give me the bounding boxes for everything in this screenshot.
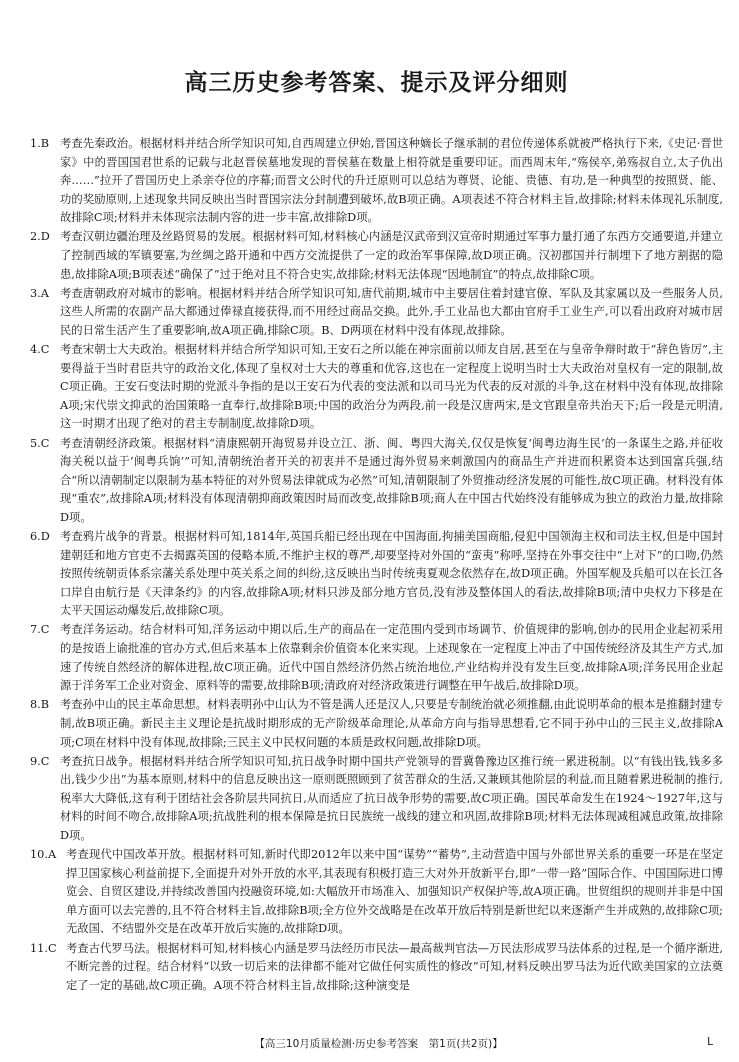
answer-text: 考查现代中国改革开放。根据材料可知,新时代即2012年以来中国“谋势”“蓄势”,主动营造中国与外部世界关系的重要一环是在坚定捍卫国家核心利益前提下,全面提升对外开放的水平,其表现有积极打造三大对外开放新平台,即“一带一路”国际合作、中国国际进口博览会、自贸区建设,并持续改善国内投融资环境,如:大幅放开市场准入、加强知识产权保护等,故A项正确。世贸组织的规则并非是中国单方面可以去完善的,且不符合材料主旨,故排除B项;全方位外交战略是在改革开放后特别是新世纪以来逐渐产生并成熟的,故排除C项;无敌国、不结盟外交是在改革开放后实施的,故排除D项。: [66, 848, 723, 936]
answer-text: 考查抗日战争。根据材料并结合所学知识可知,抗日战争时期中国共产党领导的晋冀鲁豫边区推行统一累进税制。以“有钱出钱,钱多多出,钱少少出”为基本原则,材料中的信息反映出这一原则既照顾到了贫苦群众的生活,又兼顾其他阶层的利益,而且随着累进税制的推行,税率大大降低,这有利于团结社会各阶层共同抗日,从而适应了抗日战争形势的需要,故C项正确。国民革命发生在1924～1927年,这与材料的时间不吻合,故排除A项;抗战胜利的根本保障是抗日民族统一战线的建立和巩固,故排除B项;材料无法体现减租减息政策,故排除D项。: [60, 754, 723, 842]
answer-item: [30, 285, 723, 341]
answer-label: 6.D: [30, 529, 50, 543]
answer-text: 考查唐朝政府对城市的影响。根据材料并结合所学知识可知,唐代前期,城市中主要居住着封建官僚、军队及其家属以及一些服务人员,这些人所需的农副产品大都通过俸禄直接获得,而不用经过商品交换。此外,手工业品也大都由官府手工业生产,可以看出政府对城市居民的日常生活产生了重要影响,故A项正确,排除C项。B、D两项在材料中没有体现,故排除。: [60, 286, 723, 337]
answer-text: 考查宋朝士大夫政治。根据材料并结合所学知识可知,王安石之所以能在神宗面前以师友自居,甚至在与皇帝争辩时敢于“辞色皆厉”,主要得益于当时君臣共守的政治文化,体现了皇权对士大夫的尊重和优容,这也在一定程度上说明当时士大夫政治对皇权有一定的限制,故C项正确。王安石变法时期的党派斗争指的是以王安石为代表的变法派和以司马光为代表的反对派的斗争,这在材料中没有体现,故排除A项;宋代崇文抑武的治国策略一直奉行,故排除B项;中国的政治分为两段,前一段是汉唐两宋,是文官跟皇帝共治天下;后一段是元明清,这一时期才出现了绝对的君主专制制度,故排除D项。: [60, 343, 723, 431]
answer-item: [30, 228, 723, 284]
answer-label: 11.C: [30, 941, 57, 955]
answer-label: 1.B: [30, 137, 50, 150]
answer-item: [30, 753, 723, 846]
answer-label: 7.C: [30, 623, 50, 637]
answer-label: 2.D: [30, 230, 50, 244]
answer-text: 考查古代罗马法。根据材料可知,材料核心内涵是罗马法经历市民法—最高裁判官法—万民法形成罗马法体系的过程,是一个循序渐进,不断完善的过程。结合材料“以致一切后来的法律都不能对它做任何实质性的修改”可知,材料反映出罗马法为近代欧美国家的立法奠定了一定的基础,故C项正确。A项不符合材料主旨,故排除;这种演变是: [66, 941, 723, 992]
answer-text: 考查汉朝边疆治理及丝路贸易的发展。根据材料可知,材料核心内涵是汉武帝到汉宣帝时期通过军事力量打通了东西方交通要道,并建立了控制西域的军镇要塞,为丝绸之路开通和中西方交流提供了一定的政治军事保障,故D项正确。汉初郡国并行制埋下了地方割据的隐患,故排除A项;B项表述“确保了”过于绝对且不符合史实,故排除;材料无法体现“因地制宜”的特点,故排除C项。: [60, 230, 723, 281]
answer-text: 考查先秦政治。根据材料并结合所学知识可知,自西周建立伊始,晋国这种嫡长子继承制的君位传递体系就被严格执行下来,《史记·晋世家》中的晋国国君世系的记载与北赵晋侯墓地发现的晋侯墓在数量上相符就是重要印证。而西周末年,“殇侯卒,弟殇叔自立,太子仇出奔……”拉开了晋国历史上杀亲夺位的序幕;而晋文公时代的升迁原则可以总结为尊贤、论能、贵德、有功,是一种典型的按照贤、能、功的奖励原则,上述现象共同反映出当时晋国宗法分封制遭到破坏,故B项正确。A项表述不符合材料主旨,故排除;材料未体现礼乐制度,故排除C项;材料并未体现宗法制内容的进一步丰富,故排除D项。: [60, 137, 723, 225]
answer-text: 考查清朝经济政策。根据材料“清康熙朝开海贸易并设立江、浙、闽、粤四大海关,仅仅是恢复‘闽粤边海生民’的一条谋生之路,并征收海关税以益于‘闽粤兵饷’”可知,清朝统治者开关的初衷并不是通过海外贸易来刺激国内的商品生产并进而积累资本达到国富兵强,结合“所以清朝制定以限制为基本特征的对外贸易法律就成为必然”可知,清朝限制了外贸推动经济发展的可能性,故C项正确。材料没有体现“重农”,故排除A项;材料没有体现清朝抑商政策因时局而改变,故排除B项;商人在中国古代始终没有能够成为独立的政治力量,故排除D项。: [60, 436, 723, 524]
answer-list: [30, 135, 723, 995]
answer-item: [30, 435, 723, 528]
answer-item: [30, 846, 723, 939]
answer-text: 考查洋务运动。结合材料可知,洋务运动中期以后,生产的商品在一定范围内受到市场调节、价值规律的影响,创办的民用企业起初采用的是按语上谕批准的官办方式,但后来基本上依靠剩余价值资本化来实现。上述现象在一定程度上冲击了中国传统经济及其生产方式,加速了传统自然经济的解体进程,故C项正确。近代中国自然经济仍然占统治地位,产业结构并没有发生巨变,故排除A项;洋务民用企业起源于洋务军工企业对资金、原料等的需要,故排除B项;清政府对经济政策进行调整在甲午战后,故排除D项。: [60, 623, 723, 693]
answer-item: [30, 341, 723, 434]
footer-mark: L: [707, 1036, 713, 1048]
document-title: 高三历史参考答案、提示及评分细则: [184, 70, 569, 96]
answer-text: 考查鸦片战争的背景。根据材料可知,1814年,英国兵船已经出现在中国海面,拘捕美国商船,侵犯中国领海主权和司法主权,但是中国封建朝廷和地方官吏不去揭露英国的侵略本质,不维护主权的尊严,却要坚持对外国的“蛮夷”称呼,坚持在外事交往中“上对下”的口吻,仍然按照传统朝贡体系宗藩关系处理中英关系之间的纠纷,这反映出当时传统夷夏观念依然存在,故D项正确。外国军舰及兵船可以在长江各口岸自由航行是《天津条约》的内容,故排除A项;材料只涉及部分地方官员,没有涉及整体国人的看法,故排除B项;清中央权力下移是在太平天国运动爆发后,故排除C项。: [60, 529, 723, 618]
answer-item: [30, 940, 723, 996]
footer-text: 【高三10月质量检测·历史参考答案 第1页(共2页)】: [254, 1038, 503, 1050]
answer-item: [30, 696, 723, 752]
answer-label: 5.C: [30, 436, 50, 450]
answer-label: 10.A: [30, 848, 57, 862]
answer-item: [30, 621, 723, 695]
answer-item: [30, 135, 723, 228]
answer-text: 考查孙中山的民主革命思想。材料表明孙中山认为不管是满人还是汉人,只要是专制统治就必须推翻,由此说明革命的根本是推翻封建专制,故B项正确。新民主主义理论是抗战时期形成的无产阶级革命理论,从革命方向与指导思想看,它不同于孙中山的三民主义,故排除A项;C项在材料中没有体现,故排除;三民主义中民权问题的本质是政权问题,故排除D项。: [60, 698, 723, 749]
answer-label: 9.C: [30, 754, 50, 768]
answer-label: 8.B: [30, 698, 50, 712]
page-footer: [30, 1036, 723, 1051]
answer-label: 3.A: [30, 286, 49, 300]
answer-item: [30, 528, 723, 621]
answer-label: 4.C: [30, 343, 50, 357]
